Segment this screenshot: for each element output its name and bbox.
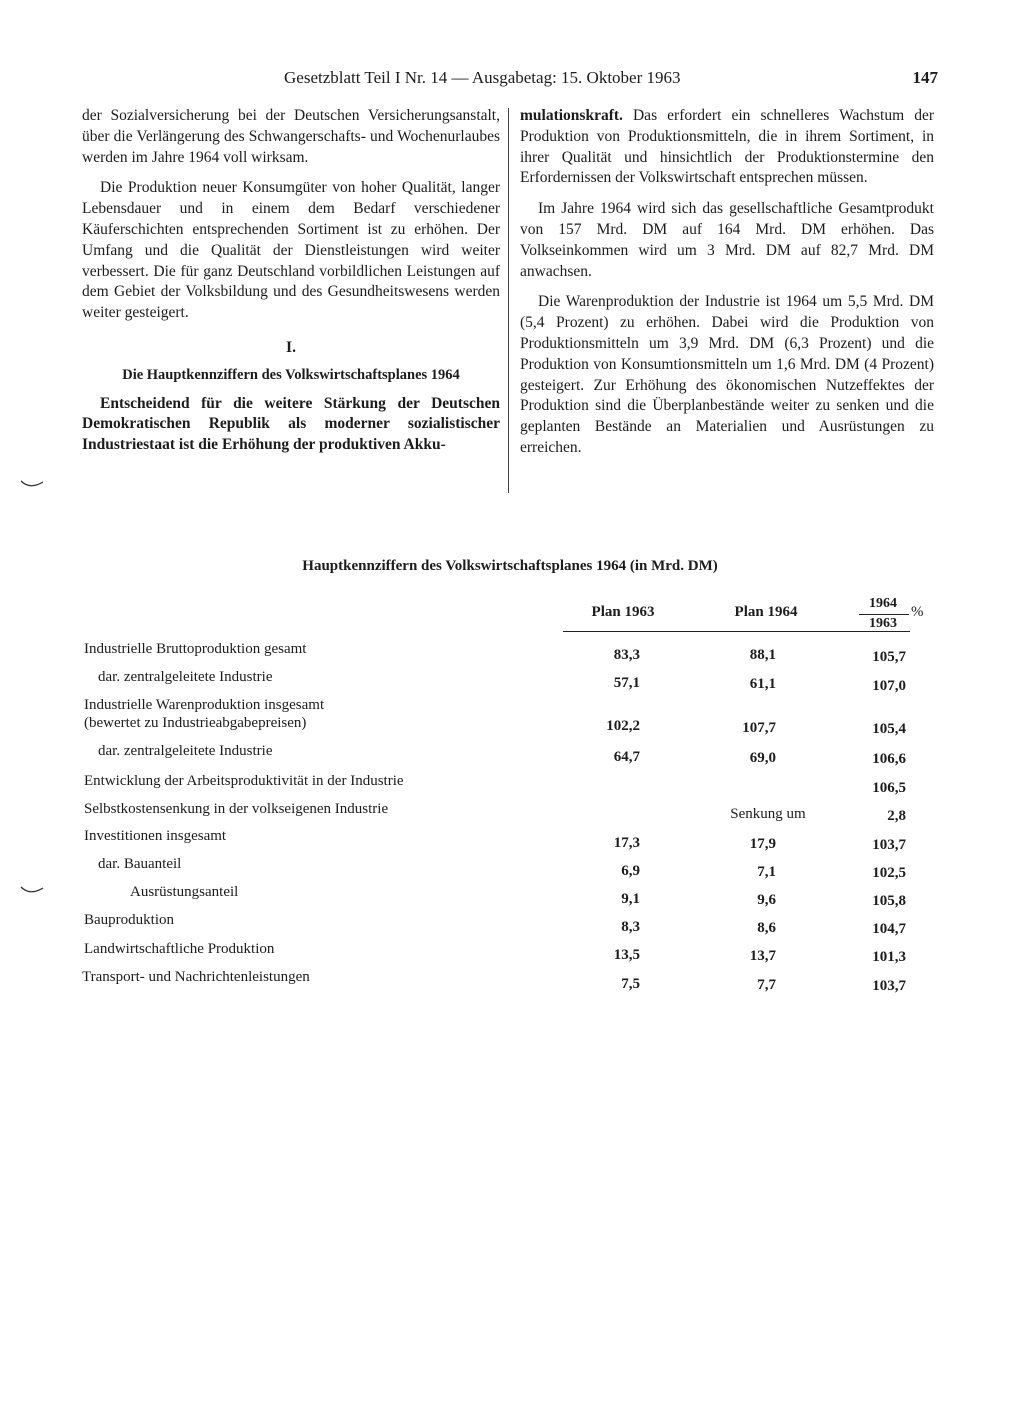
margin-mark bbox=[20, 478, 44, 488]
cell-plan-1963: 83,3 bbox=[613, 647, 640, 663]
row-label: Industrielle Warenproduktion insgesamt bbox=[84, 697, 325, 713]
left-paragraph-1: der Sozialversicherung bei der Deutschen Versicherungsanstalt, über die Verlängerung des Schwangerschafts- und Wochenurlaubes werden im Jahre 1964 voll wirksam. bbox=[82, 107, 500, 166]
column-header-ratio bbox=[855, 596, 935, 636]
cell-ratio: 106,6 bbox=[872, 751, 906, 767]
cell-ratio: 103,7 bbox=[872, 978, 906, 994]
cell-ratio: 105,4 bbox=[872, 721, 906, 737]
lead-paragraph: Entscheidend für die weitere Stärkung der Deutschen Demokratischen Republik als moderner sozialistischer Industriestaat ist die Erhöhung der produktiven Akku- bbox=[82, 394, 500, 454]
row-label: Transport- und Nachrichtenleistungen bbox=[82, 969, 310, 985]
row-label: Landwirtschaftliche Produktion bbox=[84, 941, 275, 957]
row-label: dar. zentralgeleitete Industrie bbox=[98, 743, 273, 759]
cell-plan-1964: 9,6 bbox=[757, 892, 776, 908]
ratio-percent-sign: % bbox=[911, 604, 924, 620]
cell-plan-1964: 17,9 bbox=[749, 836, 776, 852]
header-rule bbox=[563, 631, 910, 632]
cell-plan-1964: 88,1 bbox=[749, 647, 776, 663]
row-label: dar. Bauanteil bbox=[98, 856, 182, 872]
cell-ratio: 101,3 bbox=[872, 949, 906, 965]
cell-plan-1963: 6,9 bbox=[621, 863, 640, 879]
continued-word: mulationskraft. bbox=[520, 107, 623, 124]
row-label-continued: (bewertet zu Industrieabgabepreisen) bbox=[84, 715, 307, 731]
cell-ratio: 107,0 bbox=[872, 678, 906, 694]
ratio-fraction-bar bbox=[859, 614, 909, 615]
cell-note: Senkung um bbox=[730, 806, 806, 822]
cell-plan-1964: 107,7 bbox=[742, 720, 776, 736]
cell-plan-1964: 7,1 bbox=[757, 864, 776, 880]
row-label: Entwicklung der Arbeitsproduktivität in der Industrie bbox=[84, 773, 404, 789]
row-label: Selbstkostensenkung in der volkseigenen Industrie bbox=[84, 801, 389, 817]
cell-plan-1964: 7,7 bbox=[757, 977, 776, 993]
cell-plan-1964: 13,7 bbox=[749, 948, 776, 964]
cell-plan-1964: 69,0 bbox=[749, 750, 776, 766]
row-label: Ausrüstungsanteil bbox=[130, 884, 239, 900]
margin-mark bbox=[20, 884, 44, 894]
cell-plan-1963: 102,2 bbox=[606, 718, 640, 734]
right-paragraph-2: Im Jahre 1964 wird sich das gesellschaftliche Gesamtprodukt von 157 Mrd. DM auf 164 Mrd. DM erhöhen. Das Volkseinkommen wird um 3 Mrd. DM auf 82,7 Mrd. DM anwachsen. bbox=[520, 200, 934, 280]
row-label: dar. zentralgeleitete Industrie bbox=[98, 669, 273, 685]
cell-ratio: 105,8 bbox=[872, 893, 906, 909]
cell-plan-1963: 57,1 bbox=[613, 675, 640, 691]
cell-plan-1963: 17,3 bbox=[613, 835, 640, 851]
table-title: Hauptkennziffern des Volkswirtschaftsplanes 1964 (in Mrd. DM) bbox=[302, 558, 718, 574]
section-heading: Die Hauptkennziffern des Volkswirtschaftsplanes 1964 bbox=[122, 366, 460, 383]
cell-plan-1963: 64,7 bbox=[613, 749, 640, 765]
row-label: Bauproduktion bbox=[84, 912, 174, 928]
cell-ratio: 103,7 bbox=[872, 837, 906, 853]
ratio-numerator: 1964 bbox=[869, 596, 897, 611]
column-divider bbox=[508, 108, 509, 493]
cell-plan-1963: 7,5 bbox=[621, 976, 640, 992]
column-header-plan-1964: Plan 1964 bbox=[734, 604, 798, 620]
right-paragraph-3: Die Warenproduktion der Industrie ist 1964 um 5,5 Mrd. DM (5,4 Prozent) zu erhöhen. Dabei wird die Produktion von Produktionsmitteln um 3,9 Mrd. DM (6,3 Prozent) und die Produktion von Konsumtionsmitteln um 1,6 Mrd. DM (4 Prozent) gesteigert. Zur Erhöhung des ökonomischen Nutzeffektes der Produktion sind die Überplanbestände weiter zu senken und die geplanten Bestände an Materialien und Ausrüstungen zu erreichen. bbox=[520, 293, 934, 456]
cell-plan-1964: 61,1 bbox=[749, 676, 776, 692]
page-header bbox=[284, 68, 938, 92]
cell-ratio: 104,7 bbox=[872, 921, 906, 937]
cell-plan-1963: 8,3 bbox=[621, 919, 640, 935]
cell-ratio: 105,7 bbox=[872, 649, 906, 665]
cell-plan-1963: 9,1 bbox=[621, 891, 640, 907]
right-paragraph-1-text: Das erfordert ein schnelleres Wachstum der Produktion von Produktionsmitteln, die in ihrem Sortiment, in ihrer Qualität und hinsichtlich der Produktionstermine den Erfordernissen der Volkswirtschaft entsprechen müssen. bbox=[520, 107, 934, 187]
gazette-title: Gesetzblatt Teil I Nr. 14 — Ausgabetag: 15. Oktober 1963 bbox=[284, 68, 681, 87]
page-number: 147 bbox=[912, 68, 938, 87]
left-column bbox=[82, 106, 500, 466]
cell-plan-1964: 8,6 bbox=[757, 920, 776, 936]
section-number: I. bbox=[286, 338, 296, 356]
right-paragraph-1 bbox=[520, 106, 934, 189]
left-paragraph-2: Die Produktion neuer Konsumgüter von hoher Qualität, langer Lebensdauer und in einem dem Bedarf verschiedener Käuferschichten entsprechenden Sortiment ist zu erhöhen. Der Umfang und die Qualität der Dienstleistungen wird weiter verbessert. Die für ganz Deutschland vorbildlichen Leistungen auf dem Gebiet der Volksbildung und des Gesundheitswesens werden weiter gesteigert. bbox=[82, 179, 500, 322]
cell-ratio: 2,8 bbox=[887, 808, 906, 824]
ratio-denominator: 1963 bbox=[869, 616, 897, 631]
cell-ratio: 106,5 bbox=[872, 780, 906, 796]
column-header-plan-1963: Plan 1963 bbox=[591, 604, 655, 620]
right-column bbox=[520, 106, 934, 469]
cell-plan-1963: 13,5 bbox=[613, 947, 640, 963]
cell-ratio: 102,5 bbox=[872, 865, 906, 881]
row-label: Industrielle Bruttoproduktion gesamt bbox=[84, 641, 307, 657]
row-label: Investitionen insgesamt bbox=[84, 828, 227, 844]
